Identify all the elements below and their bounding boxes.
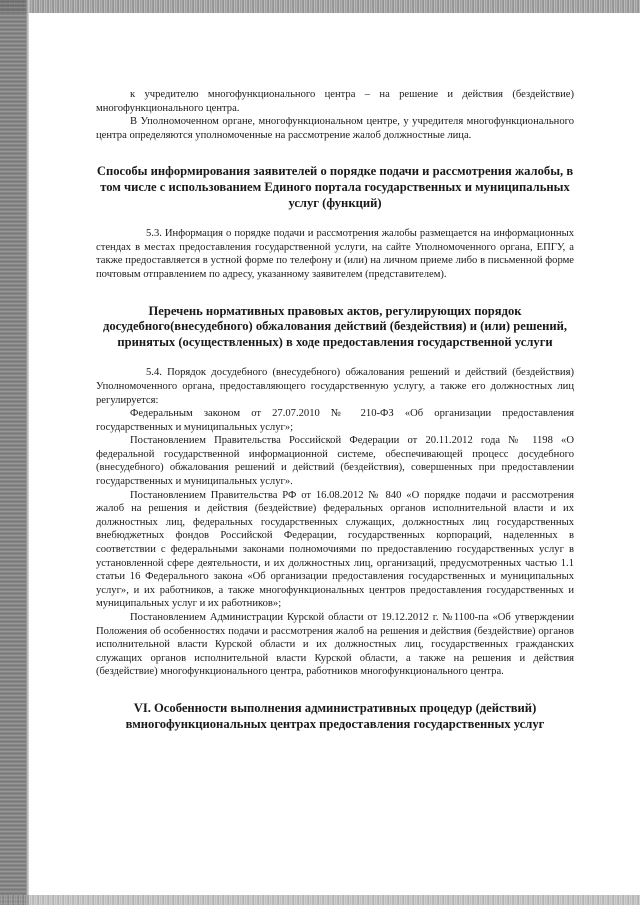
- scan-edge-left: [0, 0, 26, 905]
- document-page: [96, 88, 574, 732]
- section-heading-vi: VI. Особенности выполнения административных процедур (действий) вмногофункциональных центрах предоставления государственных услуг: [125, 700, 545, 731]
- section-heading-legal-acts: Перечень нормативных правовых актов, регулирующих порядок досудебного(внесудебного) обжалования действий (бездействия) и (или) решений, принятых (осуществленных) в ходе предоставления государственной услуги: [103, 303, 567, 349]
- legal-act-item: Постановлением Правительства Российской Федерации от 20.11.2012 года № 1198 «О федеральной государственной информационной системе, обеспечивающей процесс досудебного (внесудебного) обжалования решений и действий (бездействия), совершенных при предоставлении государственных и муниципальных услуг».: [96, 435, 574, 488]
- paragraph-5-3: 5.3. Информация о порядке подачи и рассмотрения жалобы размещается на информационных стендах в местах предоставления государственной услуги, на сайте Уполномоченного органа, ЕПГУ, а также предоставляется в устной форме по телефону и (или) на личном приеме либо в письменной форме почтовым отправлением по адресу, указанному заявителем (представителем).: [96, 228, 574, 280]
- paragraph-5-4: 5.4. Порядок досудебного (внесудебного) обжалования решений и действий (бездействия) Уполномоченного органа, предоставляющего государственную услугу, а также его должностных лиц регулируется:: [96, 367, 574, 406]
- paragraph-responsible-officials: В Уполномоченном органе, многофункциональном центре, у учредителя многофункционального центра определяются уполномоченные на рассмотрение жалоб должностные лица.: [96, 116, 574, 141]
- legal-act-item: Постановлением Правительства РФ от 16.08.2012 № 840 «О порядке подачи и рассмотрения жалоб на решения и действия (бездействие) федеральных органов исполнительной власти и их должностных лиц, федеральных государственных служащих, должностных лиц государственных внебюджетных фондов Российской Федерации, государственных корпораций, наделенных в соответствии с федеральными законами полномочиями по предоставлению государственных услуг в установленной сфере деятельности, и их должностных лиц, организаций, предусмотренных частью 1.1 статьи 16 Федерального закона «Об организации предоставления государственных и муниципальных услуг», и их работников, а также многофункциональных центров предоставления государственных и муниципальных услуг и их работников»;: [96, 489, 574, 610]
- section-heading-informing: Способы информирования заявителей о порядке подачи и рассмотрения жалобы, в том числе с использованием Единого портала государственных и муниципальных услуг (функций): [96, 164, 574, 210]
- legal-act-item: Федеральным законом от 27.07.2010 № 210-ФЗ «Об организации предоставления государственных и муниципальных услуг»;: [96, 408, 574, 433]
- scan-edge-bottom: [0, 895, 640, 905]
- legal-act-item: Постановлением Администрации Курской области от 19.12.2012 г. №1100-па «Об утверждении Положения об особенностях подачи и рассмотрения жалоб на решения и действия (бездействие) органов исполнительной власти Курской области и их должностных лиц, государственных гражданских служащих органов исполнительной власти Курской области, а также на решения и действия (бездействие) многофункционального центра, работников многофункционального центра.: [96, 612, 574, 678]
- scan-edge-top: [0, 0, 640, 13]
- paragraph-continuation: к учредителю многофункционального центра – на решение и действия (бездействие) многофункционального центра.: [96, 89, 574, 114]
